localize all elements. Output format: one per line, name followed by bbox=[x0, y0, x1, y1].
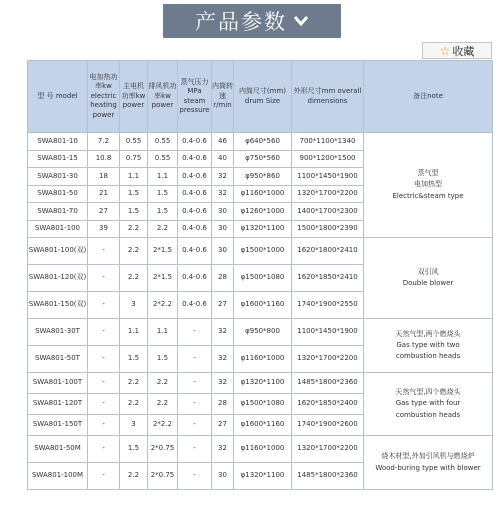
cell-overall-dimensions: 900*1200*1500 bbox=[292, 150, 364, 168]
cell-overall-dimensions: 1400*1700*2300 bbox=[292, 203, 364, 221]
cell-model: SWA801-50T bbox=[28, 346, 88, 373]
note-line: 烧木材型,外加引风机与燃烧炉 bbox=[381, 452, 475, 461]
cell-model: SWA801-150T bbox=[28, 415, 88, 436]
cell-exhaust-power: 1.5 bbox=[148, 185, 178, 203]
cell-exhaust-power: 2*0.75 bbox=[148, 436, 178, 463]
cell-overall-dimensions: 1740*1900*2600 bbox=[292, 415, 364, 436]
cell-overall-dimensions: 1485*1800*2360 bbox=[292, 463, 364, 490]
note-line: Wood-buring type with blower bbox=[375, 463, 481, 472]
cell-motor-power: 2.2 bbox=[120, 220, 148, 238]
cell-steam-pressure: 0.4-0.6 bbox=[178, 238, 212, 265]
star-icon: ☆ bbox=[439, 43, 451, 58]
cell-steam-pressure: 0.4-0.6 bbox=[178, 265, 212, 292]
cell-drum-size: φ950*860 bbox=[234, 168, 292, 186]
cell-steam-pressure: 0.4-0.6 bbox=[178, 292, 212, 319]
cell-drum-size: φ1160*1000 bbox=[234, 185, 292, 203]
note-line: combustion heads bbox=[395, 410, 461, 419]
cell-heating-power: 7.2 bbox=[88, 133, 120, 151]
cell-speed: 40 bbox=[212, 150, 234, 168]
cell-motor-power: 0.55 bbox=[120, 133, 148, 151]
cell-exhaust-power: 1.5 bbox=[148, 203, 178, 221]
cell-motor-power: 1.5 bbox=[120, 346, 148, 373]
header-heating-power: 电加热功率kw electric heating power bbox=[88, 61, 120, 133]
cell-speed: 30 bbox=[212, 203, 234, 221]
cell-heating-power: 18 bbox=[88, 168, 120, 186]
cell-motor-power: 3 bbox=[120, 292, 148, 319]
cell-heating-power: 39 bbox=[88, 220, 120, 238]
cell-heating-power: 27 bbox=[88, 203, 120, 221]
note-line: Gas type with four bbox=[395, 399, 461, 408]
cell-heating-power: 21 bbox=[88, 185, 120, 203]
table-row bbox=[28, 133, 493, 151]
cell-steam-pressure: - bbox=[178, 436, 212, 463]
header-steam-pressure: 蒸气压力MPa steam pressure bbox=[178, 61, 212, 133]
cell-speed: 27 bbox=[212, 292, 234, 319]
cell-overall-dimensions: 1485*1800*2360 bbox=[292, 373, 364, 394]
cell-speed: 32 bbox=[212, 185, 234, 203]
cell-exhaust-power: 1.1 bbox=[148, 319, 178, 346]
header-exhaust-power: 排风机功率kw power bbox=[148, 61, 178, 133]
cell-motor-power: 2.2 bbox=[120, 394, 148, 415]
cell-heating-power: - bbox=[88, 346, 120, 373]
cell-model: SWA801-120(双) bbox=[28, 265, 88, 292]
cell-steam-pressure: 0.4-0.6 bbox=[178, 150, 212, 168]
header-overall-dimensions: 外形尺寸mm overall dimensions bbox=[292, 61, 364, 133]
cell-overall-dimensions: 1100*1450*1900 bbox=[292, 168, 364, 186]
cell-overall-dimensions: 1620*1850*2400 bbox=[292, 394, 364, 415]
cell-model: SWA801-50 bbox=[28, 185, 88, 203]
cell-heating-power: - bbox=[88, 238, 120, 265]
cell-speed: 32 bbox=[212, 319, 234, 346]
cell-overall-dimensions: 1320*1700*2200 bbox=[292, 436, 364, 463]
cell-speed: 32 bbox=[212, 168, 234, 186]
cell-steam-pressure: - bbox=[178, 319, 212, 346]
cell-motor-power: 0.75 bbox=[120, 150, 148, 168]
cell-steam-pressure: - bbox=[178, 415, 212, 436]
cell-model: SWA801-120T bbox=[28, 394, 88, 415]
cell-overall-dimensions: 1100*1450*1900 bbox=[292, 319, 364, 346]
cell-model: SWA801-100M bbox=[28, 463, 88, 490]
note-wood-burning bbox=[364, 436, 493, 490]
cell-motor-power: 3 bbox=[120, 415, 148, 436]
cell-motor-power: 1.1 bbox=[120, 319, 148, 346]
cell-steam-pressure: 0.4-0.6 bbox=[178, 185, 212, 203]
cell-drum-size: φ1160*1000 bbox=[234, 436, 292, 463]
cell-speed: 32 bbox=[212, 436, 234, 463]
cell-heating-power: - bbox=[88, 319, 120, 346]
cell-model: SWA801-100T bbox=[28, 373, 88, 394]
cell-model: SWA801-10 bbox=[28, 133, 88, 151]
cell-motor-power: 2.2 bbox=[120, 373, 148, 394]
cell-heating-power: - bbox=[88, 394, 120, 415]
cell-speed: 30 bbox=[212, 463, 234, 490]
cell-exhaust-power: 2*2.2 bbox=[148, 415, 178, 436]
cell-motor-power: 2.2 bbox=[120, 463, 148, 490]
header-note: 备注note bbox=[364, 61, 493, 133]
note-gas-two-heads bbox=[364, 319, 493, 373]
cell-exhaust-power: 2*1.5 bbox=[148, 265, 178, 292]
cell-motor-power: 2.2 bbox=[120, 238, 148, 265]
cell-heating-power: - bbox=[88, 292, 120, 319]
cell-exhaust-power: 2.2 bbox=[148, 394, 178, 415]
cell-exhaust-power: 2*1.5 bbox=[148, 238, 178, 265]
note-line: 蒸气型 bbox=[417, 169, 439, 178]
note-line: 天然气型,两个燃烧头 bbox=[395, 329, 461, 338]
banner-title: 产品参数 bbox=[195, 10, 287, 34]
cell-drum-size: φ1160*1000 bbox=[234, 346, 292, 373]
cell-exhaust-power: 2*0.75 bbox=[148, 463, 178, 490]
favorite-button[interactable] bbox=[422, 42, 492, 59]
note-line: Gas type with two bbox=[396, 340, 460, 349]
note-line: Double blower bbox=[402, 279, 454, 287]
note-double-blower bbox=[364, 238, 493, 319]
cell-steam-pressure: - bbox=[178, 463, 212, 490]
cell-model: SWA801-70 bbox=[28, 203, 88, 221]
table-row bbox=[28, 238, 493, 265]
section-banner bbox=[163, 4, 341, 38]
cell-drum-size: φ1320*1100 bbox=[234, 463, 292, 490]
cell-drum-size: φ1320*1100 bbox=[234, 220, 292, 238]
cell-speed: 28 bbox=[212, 394, 234, 415]
cell-heating-power: 10.8 bbox=[88, 150, 120, 168]
cell-model: SWA801-15 bbox=[28, 150, 88, 168]
table-header-row bbox=[28, 61, 493, 133]
cell-drum-size: φ1260*1000 bbox=[234, 203, 292, 221]
cell-speed: 30 bbox=[212, 220, 234, 238]
cell-exhaust-power: 1.1 bbox=[148, 168, 178, 186]
cell-steam-pressure: 0.4-0.6 bbox=[178, 168, 212, 186]
cell-overall-dimensions: 1740*1900*2550 bbox=[292, 292, 364, 319]
note-gas-four-heads bbox=[364, 373, 493, 436]
cell-model: SWA801-100 bbox=[28, 220, 88, 238]
cell-overall-dimensions: 1620*1800*2410 bbox=[292, 238, 364, 265]
cell-drum-size: φ1320*1100 bbox=[234, 373, 292, 394]
cell-overall-dimensions: 1320*1700*2200 bbox=[292, 185, 364, 203]
cell-exhaust-power: 0.55 bbox=[148, 133, 178, 151]
cell-heating-power: - bbox=[88, 373, 120, 394]
cell-overall-dimensions: 1500*1800*2390 bbox=[292, 220, 364, 238]
cell-speed: 27 bbox=[212, 415, 234, 436]
cell-speed: 32 bbox=[212, 346, 234, 373]
chevron-down-icon bbox=[293, 13, 309, 29]
cell-heating-power: - bbox=[88, 415, 120, 436]
cell-heating-power: - bbox=[88, 265, 120, 292]
note-line: 双引风 bbox=[417, 267, 439, 276]
cell-speed: 46 bbox=[212, 133, 234, 151]
cell-model: SWA801-100(双) bbox=[28, 238, 88, 265]
cell-steam-pressure: - bbox=[178, 373, 212, 394]
cell-exhaust-power: 0.55 bbox=[148, 150, 178, 168]
note-line: 电加热型 bbox=[414, 180, 442, 189]
cell-model: SWA801-30T bbox=[28, 319, 88, 346]
cell-heating-power: - bbox=[88, 436, 120, 463]
header-speed: 内筒转速r/min bbox=[212, 61, 234, 133]
cell-steam-pressure: 0.4-0.6 bbox=[178, 133, 212, 151]
cell-model: SWA801-150(双) bbox=[28, 292, 88, 319]
cell-model: SWA801-30 bbox=[28, 168, 88, 186]
header-motor-power: 主电机功率kw power bbox=[120, 61, 148, 133]
cell-speed: 30 bbox=[212, 238, 234, 265]
note-line: combustion heads bbox=[395, 352, 461, 361]
cell-overall-dimensions: 700*1100*1340 bbox=[292, 133, 364, 151]
cell-drum-size: φ1500*1080 bbox=[234, 265, 292, 292]
cell-steam-pressure: - bbox=[178, 394, 212, 415]
note-line: 天然气型,四个燃烧头 bbox=[395, 388, 461, 397]
table-row bbox=[28, 436, 493, 463]
cell-drum-size: φ750*560 bbox=[234, 150, 292, 168]
table-row bbox=[28, 319, 493, 346]
cell-overall-dimensions: 1620*1850*2410 bbox=[292, 265, 364, 292]
cell-motor-power: 1.5 bbox=[120, 185, 148, 203]
header-model: 型 号 model bbox=[28, 61, 88, 133]
cell-steam-pressure: 0.4-0.6 bbox=[178, 220, 212, 238]
favorite-label: 收藏 bbox=[452, 44, 475, 58]
cell-drum-size: φ1500*1080 bbox=[234, 394, 292, 415]
cell-motor-power: 1.5 bbox=[120, 436, 148, 463]
cell-exhaust-power: 2*2.2 bbox=[148, 292, 178, 319]
cell-exhaust-power: 2.2 bbox=[148, 220, 178, 238]
cell-heating-power: - bbox=[88, 463, 120, 490]
cell-drum-size: φ1600*1160 bbox=[234, 415, 292, 436]
cell-overall-dimensions: 1320*1700*2200 bbox=[292, 346, 364, 373]
cell-model: SWA801-50M bbox=[28, 436, 88, 463]
cell-steam-pressure: - bbox=[178, 346, 212, 373]
cell-exhaust-power: 1.5 bbox=[148, 346, 178, 373]
cell-motor-power: 1.5 bbox=[120, 203, 148, 221]
cell-exhaust-power: 2.2 bbox=[148, 373, 178, 394]
cell-motor-power: 1.1 bbox=[120, 168, 148, 186]
spec-table bbox=[27, 60, 493, 490]
cell-steam-pressure: 0.4-0.6 bbox=[178, 203, 212, 221]
cell-speed: 28 bbox=[212, 265, 234, 292]
table-row bbox=[28, 373, 493, 394]
header-drum-size: 内筒尺寸(mm) drum Size bbox=[234, 61, 292, 133]
note-electric-steam bbox=[364, 133, 493, 238]
cell-drum-size: φ950*800 bbox=[234, 319, 292, 346]
cell-drum-size: φ1600*1160 bbox=[234, 292, 292, 319]
cell-motor-power: 2.2 bbox=[120, 265, 148, 292]
cell-speed: 32 bbox=[212, 373, 234, 394]
cell-drum-size: φ640*560 bbox=[234, 133, 292, 151]
cell-drum-size: φ1500*1000 bbox=[234, 238, 292, 265]
note-line: Electric&steam type bbox=[392, 191, 464, 200]
